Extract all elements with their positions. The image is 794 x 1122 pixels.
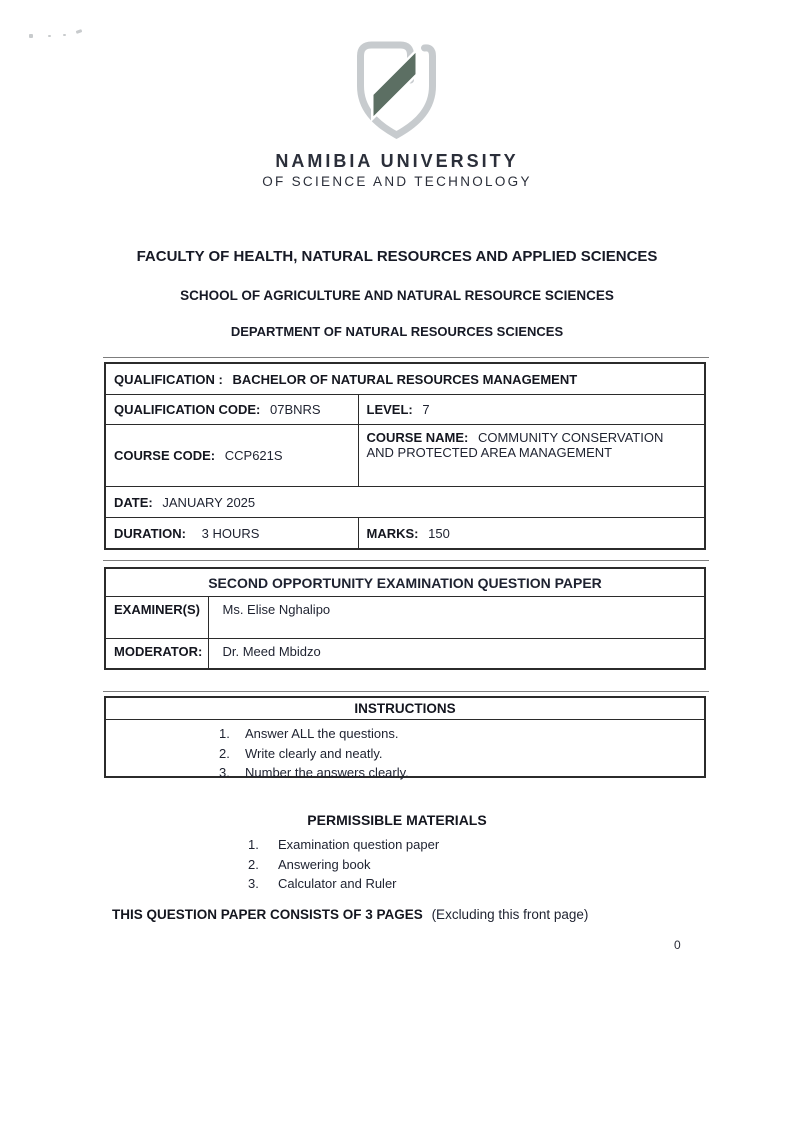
list-item (219, 744, 704, 764)
course-code-value: CCP621S (224, 448, 283, 463)
scan-speck (63, 34, 66, 36)
table-row (105, 568, 705, 597)
examiner-value: Ms. Elise Nghalipo (222, 602, 331, 617)
level-value: 7 (422, 402, 430, 417)
table-row (105, 363, 705, 395)
course-name-label: COURSE NAME: (366, 430, 469, 445)
table-row (105, 518, 705, 550)
list-item-number: 3. (248, 876, 259, 891)
table-row (105, 597, 705, 639)
list-item (248, 835, 439, 855)
instructions-title: INSTRUCTIONS (106, 698, 704, 720)
pages-note-bold: THIS QUESTION PAPER CONSISTS OF 3 PAGES (112, 907, 423, 922)
moderator-value: Dr. Meed Mbidzo (222, 644, 321, 659)
marks-value: 150 (428, 525, 450, 541)
exam-paper-title: SECOND OPPORTUNITY EXAMINATION QUESTION PAPER (208, 574, 602, 591)
qualification-code-value: 07BNRS (269, 402, 321, 417)
level-label: LEVEL: (366, 402, 413, 417)
nust-shield-logo-icon (349, 36, 445, 146)
exam-paper-table (104, 567, 706, 670)
examiner-label: EXAMINER(S) (114, 602, 200, 617)
list-item-number: 3. (219, 765, 230, 780)
university-name: NAMIBIA UNIVERSITY (275, 151, 519, 171)
list-item-text: Calculator and Ruler (278, 876, 397, 891)
list-item (248, 855, 439, 875)
list-item-number: 2. (248, 856, 259, 872)
pages-note-regular: (Excluding this front page) (431, 907, 589, 922)
page-number: 0 (674, 938, 681, 952)
course-code-label: COURSE CODE: (114, 448, 216, 463)
moderator-label: MODERATOR: (114, 644, 203, 659)
department-heading: DEPARTMENT OF NATURAL RESOURCES SCIENCES (230, 324, 564, 339)
instructions-list (106, 720, 704, 783)
date-value: JANUARY 2025 (162, 494, 256, 510)
list-item (219, 763, 704, 783)
list-item-number: 1. (219, 726, 230, 741)
permissible-materials-title: PERMISSIBLE MATERIALS (307, 812, 487, 828)
university-subtitle: OF SCIENCE AND TECHNOLOGY (262, 174, 532, 189)
list-item (219, 724, 704, 744)
scan-speck (29, 34, 33, 38)
table-row (105, 395, 705, 425)
list-item-number: 2. (219, 745, 230, 761)
list-item-text: Answering book (278, 856, 371, 872)
list-item-text: Examination question paper (278, 837, 440, 852)
table-row (105, 487, 705, 518)
school-heading: SCHOOL OF AGRICULTURE AND NATURAL RESOURCE SCIENCES (180, 288, 614, 303)
course-details-table (104, 362, 706, 550)
qualification-value: BACHELOR OF NATURAL RESOURCES MANAGEMENT (232, 371, 578, 387)
table-row (105, 425, 705, 487)
scan-speck (76, 29, 83, 34)
qualification-label: QUALIFICATION : (114, 371, 223, 387)
qualification-code-label: QUALIFICATION CODE: (114, 402, 261, 417)
pages-note (112, 907, 588, 922)
faculty-heading: FACULTY OF HEALTH, NATURAL RESOURCES AND APPLIED SCIENCES (136, 248, 658, 265)
marks-label: MARKS: (366, 525, 419, 541)
scan-line (103, 691, 709, 692)
duration-value: 3 HOURS (201, 525, 260, 541)
list-item (248, 874, 439, 894)
date-label: DATE: (114, 494, 153, 510)
scan-line (103, 560, 709, 561)
table-row (105, 639, 705, 670)
list-item-text: Write clearly and neatly. (245, 745, 383, 761)
list-item-text: Number the answers clearly. (245, 765, 409, 780)
duration-label: DURATION: (114, 525, 186, 541)
list-item-number: 1. (248, 837, 259, 852)
course-name-value: COMMUNITY CONSERVATION AND PROTECTED AREA MANAGEMENT (366, 430, 664, 460)
list-item-text: Answer ALL the questions. (245, 726, 399, 741)
scan-speck (48, 35, 51, 37)
permissible-materials-list (248, 835, 439, 894)
scan-line (103, 357, 709, 358)
instructions-box (104, 696, 706, 778)
